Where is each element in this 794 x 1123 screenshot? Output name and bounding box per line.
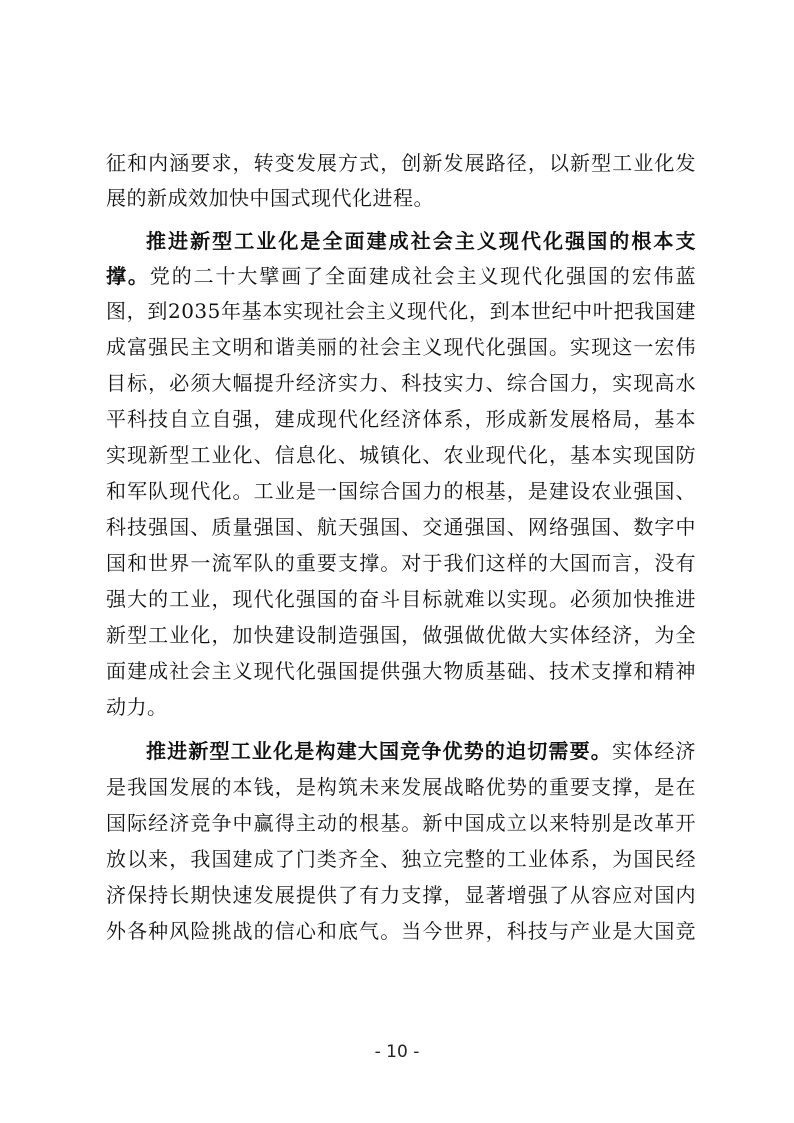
heading-text: 撑。 <box>106 264 150 288</box>
page-number: - 10 - <box>374 1042 420 1062</box>
text-line: 实现新型工业化、信息化、城镇化、农业现代化，基本实现国防 <box>106 443 696 467</box>
text-line: 征和内涵要求，转变发展方式，创新发展路径，以新型工业化发 <box>106 151 696 175</box>
text-line: 济保持长期快速发展提供了有力支撑，显著增强了从容应对国内 <box>106 883 696 907</box>
text-line: 新型工业化，加快建设制造强国，做强做优做大实体经济，为全 <box>106 623 696 647</box>
text-line: 科技强国、质量强国、航天强国、交通强国、网络强国、数字中 <box>106 515 696 539</box>
heading-text: 推进新型工业化是构建大国竞争优势的迫切需要。 <box>146 739 612 763</box>
text-line: 强大的工业，现代化强国的奋斗目标就难以实现。必须加快推进 <box>106 587 696 611</box>
text-line: 展的新成效加快中国式现代化进程。 <box>106 186 434 210</box>
text-line: 目标，必须大幅提升经济实力、科技实力、综合国力，实现高水 <box>106 371 696 395</box>
text-line: 放以来，我国建成了门类齐全、独立完整的工业体系，为国民经 <box>106 847 696 871</box>
text-line: 面建成社会主义现代化强国提供强大物质基础、技术支撑和精神 <box>106 659 696 683</box>
heading-text: 推进新型工业化是全面建成社会主义现代化强国的根本支 <box>146 229 696 253</box>
body-text: 党的二十大擘画了全面建成社会主义现代化强国的宏伟蓝 <box>149 264 697 288</box>
text-line: 国际经济竞争中赢得主动的根基。新中国成立以来特别是改革开 <box>106 811 696 835</box>
text-line: 平科技自立自强，建成现代化经济体系，形成新发展格局，基本 <box>106 407 696 431</box>
text-line: 外各种风险挑战的信心和底气。当今世界，科技与产业是大国竞 <box>106 919 696 943</box>
text-line <box>106 259 696 293</box>
text-line: 是我国发展的本钱，是构筑未来发展战略优势的重要支撑，是在 <box>106 775 696 799</box>
text-line <box>146 734 696 768</box>
section-heading <box>146 224 696 258</box>
text-line: 成富强民主文明和谐美丽的社会主义现代化强国。实现这一宏伟 <box>106 335 696 359</box>
text-line: 和军队现代化。工业是一国综合国力的根基，是建设农业强国、 <box>106 479 696 503</box>
text-line: 国和世界一流军队的重要支撑。对于我们这样的大国而言，没有 <box>106 551 696 575</box>
text-line: 动力。 <box>106 695 168 719</box>
text-line: 图，到2035年基本实现社会主义现代化，到本世纪中叶把我国建 <box>106 299 696 323</box>
body-text: 实体经济 <box>611 739 697 763</box>
